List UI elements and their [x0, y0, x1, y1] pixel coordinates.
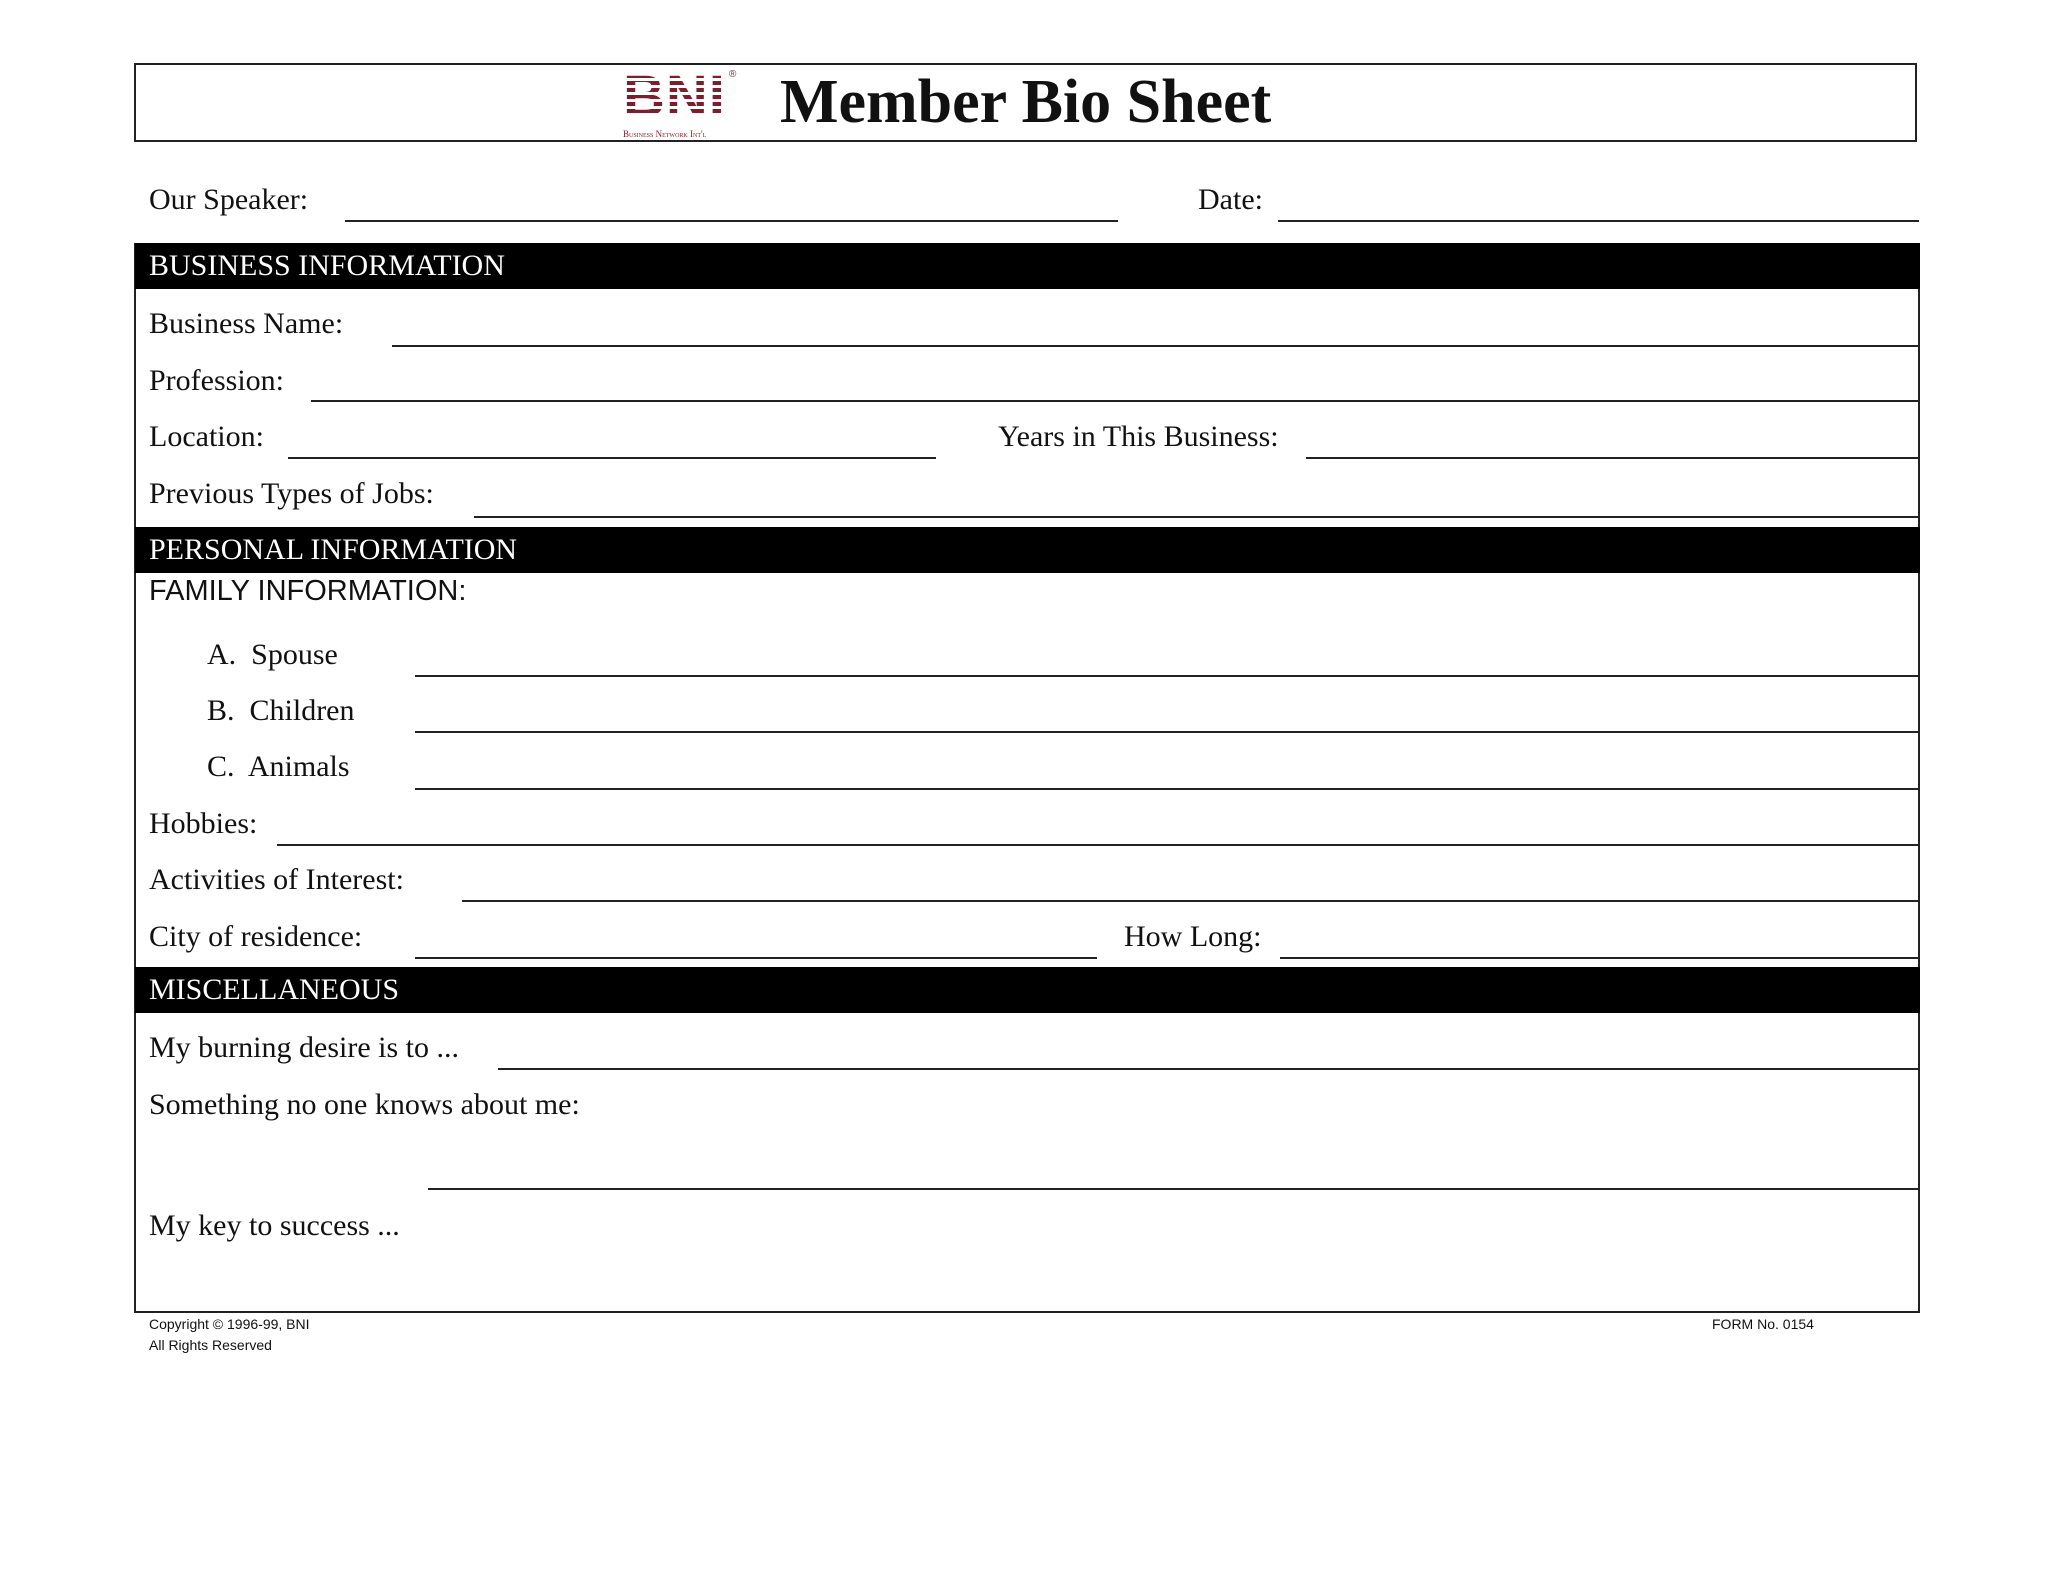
speaker-field[interactable] [345, 220, 1118, 222]
key-to-success-label: My key to success ... [149, 1209, 400, 1242]
speaker-label: Our Speaker: [149, 183, 309, 216]
form-number: FORM No. 0154 [1712, 1316, 1814, 1332]
misc-section-title: MISCELLANEOUS [149, 973, 400, 1006]
family-item-animals-label: C. Animals [207, 750, 350, 783]
form-bottom-border [134, 1311, 1920, 1313]
something-no-one-knows-label: Something no one knows about me: [149, 1088, 580, 1121]
location-field[interactable] [288, 457, 936, 459]
bni-logo-letters: BNI [623, 64, 726, 129]
something-no-one-knows-field[interactable] [428, 1188, 1919, 1190]
personal-section-title: PERSONAL INFORMATION [149, 533, 518, 566]
location-label: Location: [149, 420, 264, 453]
city-of-residence-field[interactable] [415, 957, 1097, 959]
how-long-field[interactable] [1280, 957, 1919, 959]
activities-label: Activities of Interest: [149, 863, 404, 896]
years-in-business-field[interactable] [1306, 457, 1919, 459]
bni-logo-tagline: Business Network Int'l [623, 129, 707, 139]
copyright-line-1: Copyright © 1996-99, BNI [149, 1316, 310, 1332]
business-name-field[interactable] [392, 345, 1919, 347]
date-field[interactable] [1278, 220, 1919, 222]
family-info-label: FAMILY INFORMATION: [149, 575, 467, 607]
spouse-field[interactable] [415, 675, 1919, 677]
misc-section-header [135, 967, 1920, 1013]
activities-field[interactable] [462, 900, 1919, 902]
city-of-residence-label: City of residence: [149, 920, 363, 953]
previous-jobs-label: Previous Types of Jobs: [149, 477, 434, 510]
how-long-label: How Long: [1124, 920, 1262, 953]
hobbies-field[interactable] [277, 844, 1919, 846]
family-item-children-label: B. Children [207, 694, 355, 727]
children-field[interactable] [415, 731, 1919, 733]
form-right-border [1918, 243, 1920, 1312]
animals-field[interactable] [415, 788, 1919, 790]
form-left-border [134, 243, 136, 1312]
bni-logo [623, 64, 743, 141]
personal-section-header [135, 527, 1920, 573]
copyright-line-2: All Rights Reserved [149, 1337, 272, 1353]
burning-desire-label: My burning desire is to ... [149, 1031, 459, 1064]
previous-jobs-field[interactable] [474, 516, 1919, 518]
profession-field[interactable] [311, 400, 1919, 402]
business-section-title: BUSINESS INFORMATION [149, 249, 505, 282]
date-label: Date: [1198, 183, 1263, 216]
hobbies-label: Hobbies: [149, 807, 258, 840]
family-item-spouse-label: A. Spouse [207, 638, 338, 671]
bni-registered-mark: ® [729, 69, 737, 80]
business-section-header [135, 243, 1920, 289]
profession-label: Profession: [149, 364, 284, 397]
years-in-business-label: Years in This Business: [998, 420, 1279, 453]
page-title: Member Bio Sheet [780, 68, 1272, 136]
business-name-label: Business Name: [149, 307, 344, 340]
burning-desire-field[interactable] [498, 1068, 1919, 1070]
header-box [134, 63, 1917, 142]
